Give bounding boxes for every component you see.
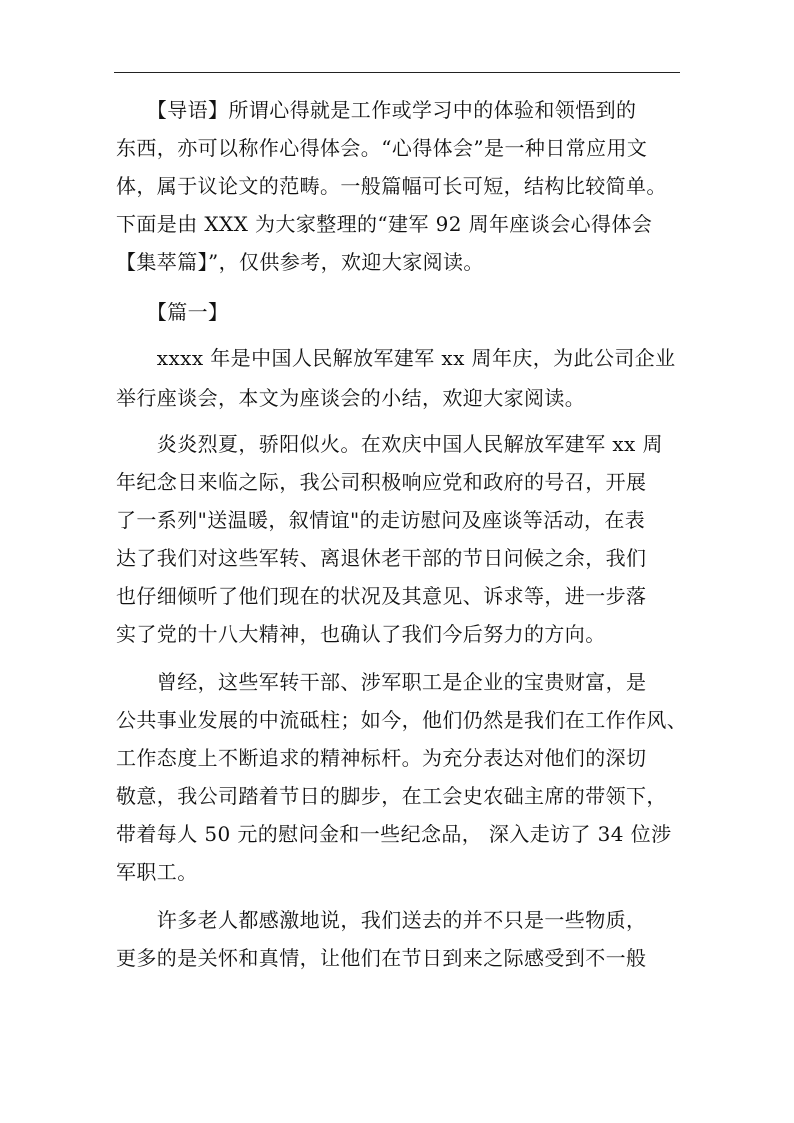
text-line: 【集萃篇】”，仅供参考，欢迎大家阅读。	[116, 250, 484, 274]
section-heading: 【篇一】	[116, 300, 229, 324]
text-line: 许多老人都感激地说，我们送去的并不只是一些物质，	[116, 908, 647, 932]
text-line: 更多的是关怀和真情，让他们在节日到来之际感受到不一般	[116, 946, 647, 970]
text-line: 也仔细倾听了他们现在的状况及其意见、诉求等，进一步落	[116, 584, 647, 608]
text-line: 年纪念日来临之际，我公司积极响应党和政府的号召，开展	[116, 470, 647, 494]
text-line: 军职工。	[116, 860, 198, 884]
header-rule	[114, 72, 680, 73]
text-line: 下面是由 XXX 为大家整理的“建军 92 周年座谈会心得体会	[116, 212, 653, 236]
text-line: 举行座谈会，本文为座谈会的小结，欢迎大家阅读。	[116, 386, 586, 410]
text-line: 炎炎烈夏，骄阳似火。在欢庆中国人民解放军建军 xx 周	[116, 432, 663, 456]
text-line: 公共事业发展的中流砥柱；如今，他们仍然是我们在工作作风、	[116, 708, 688, 732]
text-line: xxxx 年是中国人民解放军建军 xx 周年庆，为此公司企业	[116, 346, 676, 370]
text-line: 曾经，这些军转干部、涉军职工是企业的宝贵财富，是	[116, 670, 647, 694]
text-line: 【导语】所谓心得就是工作或学习中的体验和领悟到的	[116, 98, 637, 122]
text-line: 带着每人 50 元的慰问金和一些纪念品， 深入走访了 34 位涉	[116, 822, 672, 846]
text-line: 达了我们对这些军转、离退休老干部的节日问候之余，我们	[116, 546, 647, 570]
text-line: 工作态度上不断追求的精神标杆。为充分表达对他们的深切	[116, 746, 647, 770]
text-line: 体，属于议论文的范畴。一般篇幅可长可短，结构比较简单。	[116, 174, 667, 198]
text-line: 实了党的十八大精神，也确认了我们今后努力的方向。	[116, 622, 606, 646]
text-line: 了一系列"送温暖，叙情谊"的走访慰问及座谈等活动，在表	[116, 508, 646, 532]
text-line: 东西，亦可以称作心得体会。“心得体会”是一种日常应用文	[116, 136, 648, 160]
text-line: 敬意，我公司踏着节日的脚步，在工会史农础主席的带领下，	[116, 784, 667, 808]
